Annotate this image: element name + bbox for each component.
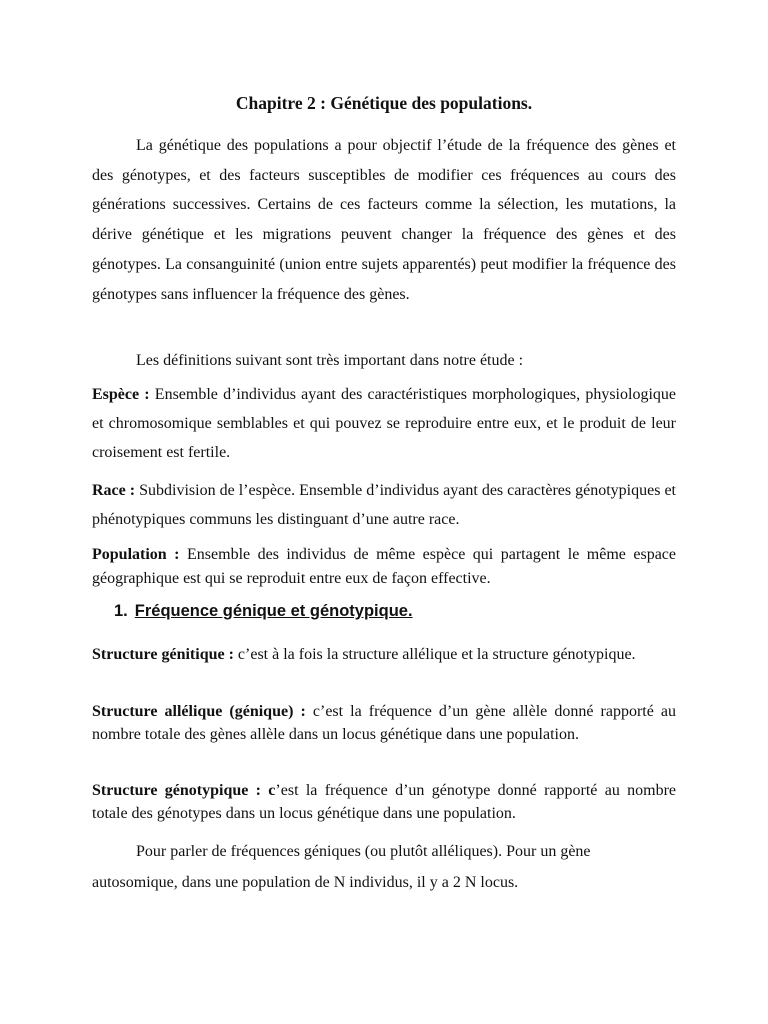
definitions-intro: Les définitions suivant sont très important dans notre étude : xyxy=(136,352,524,369)
definition-race xyxy=(92,476,676,534)
structure-term: Structure allélique (génique) : xyxy=(92,703,306,720)
definition-text: Ensemble des individus de même espèce qui partagent le même espace géographique est qui se reproduit entre eux de façon effective. xyxy=(92,546,677,587)
definition-text: Ensemble d’individus ayant des caractéristiques morphologiques, physiologique et chromosomique semblables et qui pouvez se reproduire entre eux, et le produit de leur croisement est fertile. xyxy=(92,386,676,461)
final-line-2: autosomique, dans une population de N individus, il y a 2 N locus. xyxy=(92,874,519,891)
structure-text: c’est à la fois la structure allélique et la structure génotypique. xyxy=(237,646,636,663)
definition-espece xyxy=(92,380,676,467)
chapter-title: Chapitre 2 : Génétique des populations. xyxy=(235,93,533,113)
final-paragraph xyxy=(92,836,676,898)
intro-paragraph: La génétique des populations a pour objectif l’étude de la fréquence des gènes et des génotypes, et des facteurs susceptibles de modifier ces fréquences au cours des générations successives. Certains de ces facteurs comme la sélection, les mutations, la dérive génétique et les migrations peuvent changer la fréquence des gènes et des génotypes. La consanguinité (union entre sujets apparentés) peut modifier la fréquence des génotypes sans influencer la fréquence des gènes. xyxy=(92,137,676,303)
final-line-1: Pour parler de fréquences géniques (ou plutôt alléliques). Pour un gène xyxy=(136,843,591,860)
definition-term: Race : xyxy=(92,482,136,499)
section-number: 1. xyxy=(114,602,128,620)
structure-text: ’est la fréquence d’un génotype donné rapporté au nombre totale des génotypes dans un locus génétique dans une population. xyxy=(92,782,677,822)
structure-genitique xyxy=(92,644,676,667)
structure-term: Structure génotypique : c xyxy=(92,782,276,799)
structure-allelique xyxy=(92,701,676,746)
definition-term: Population : xyxy=(92,546,180,563)
definition-text: Subdivision de l’espèce. Ensemble d’individus ayant des caractères génotypiques et phénotypiques communs les distinguant d’une autre race. xyxy=(92,482,676,528)
section-title: Fréquence génique et génotypique. xyxy=(134,602,413,620)
definition-term: Espèce : xyxy=(92,386,150,403)
definition-population xyxy=(92,543,676,591)
structure-text: c’est la fréquence d’un gène allèle donné rapporté au nombre totale des gènes allèle dans un locus génétique dans une population. xyxy=(92,703,676,743)
section-heading xyxy=(114,602,413,621)
structure-term: Structure génitique : xyxy=(92,646,234,663)
structure-genotypique xyxy=(92,780,676,825)
